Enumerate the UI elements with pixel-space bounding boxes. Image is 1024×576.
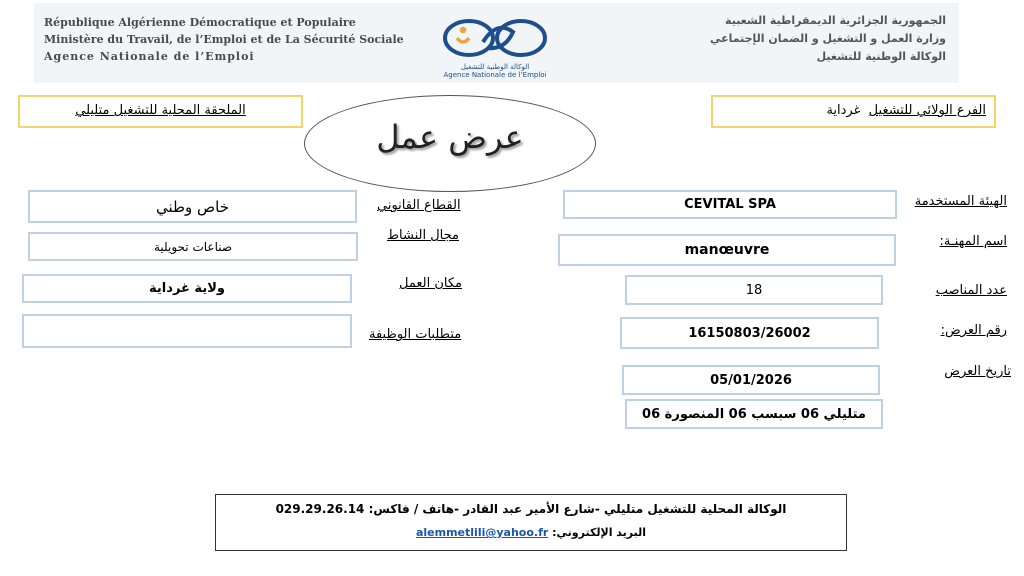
header-fr-agency: Agence Nationale de l’Emploi <box>44 50 255 63</box>
offer-date-label: تاريخ العرض <box>944 364 1011 379</box>
header-ar-agency: الوكالة الوطنية للتشغيل <box>816 50 946 63</box>
workplace-value: ولاية غرداية <box>22 274 352 303</box>
positions-value: 18 <box>625 275 883 305</box>
header-fr-republic: République Algérienne Démocratique et Populaire <box>44 16 356 29</box>
logo-caption <box>428 63 562 79</box>
wilaya-branch-value: غرداية <box>826 103 861 118</box>
page-title: عرض عمل <box>376 118 524 156</box>
wilaya-branch-label: الفرع الولائي للتشغيل <box>868 103 986 118</box>
logo-caption-ar: الوكالة الوطنية للتشغيل <box>460 63 530 71</box>
requirements-label: متطلبات الوظيفة <box>369 327 462 342</box>
local-branch-label: الملحقة المحلية للتشغيل متليلي <box>75 103 246 118</box>
footer-address: الوكالة المحلية للتشغيل متليلي -شارع الأمير عبد القادر -هاتف / فاكس: 029.29.26.14 <box>275 502 787 516</box>
legal-sector-value: خاص وطني <box>28 190 357 223</box>
offer-number-label: رقم العرض: <box>940 323 1007 338</box>
header-ar-ministry: وزارة العمل و التشغيل و الضمان الإجتماعي <box>709 32 946 45</box>
wilaya-branch-box <box>711 95 996 128</box>
job-label: اسم المهنـة: <box>939 234 1007 249</box>
offer-location-value: متليلي 06 سبسب 06 المنصورة 06 <box>625 399 883 429</box>
logo-caption-fr: Agence Nationale de l’Emploi <box>443 71 547 79</box>
local-branch-box <box>18 95 303 128</box>
positions-label: عدد المناصب <box>935 283 1007 298</box>
footer-email-label: البريد الإلكتروني: <box>552 526 647 539</box>
requirements-value <box>22 314 352 348</box>
offer-number-value: 16150803/26002 <box>620 317 879 349</box>
footer-contact-box <box>215 494 847 551</box>
employer-value: CEVITAL SPA <box>563 190 897 219</box>
legal-sector-label: القطاع القانوني <box>377 198 461 213</box>
footer-email-line <box>216 526 846 539</box>
footer-email-link[interactable]: alemmetlili@yahoo.fr <box>415 526 549 539</box>
activity-value: صناعات تحويلية <box>28 232 358 261</box>
job-value: manœuvre <box>558 234 896 266</box>
workplace-label: مكان العمل <box>399 276 462 291</box>
activity-label: مجال النشاط <box>387 228 459 243</box>
offer-date-value: 05/01/2026 <box>622 365 880 395</box>
header-ar-republic: الجمهورية الجزائرية الديمقراطية الشعبية <box>725 14 946 27</box>
employer-label: الهيئة المستخدمة <box>914 194 1007 209</box>
header-fr-ministry: Ministère du Travail, de l’Emploi et de La Sécurité Sociale <box>44 33 404 46</box>
